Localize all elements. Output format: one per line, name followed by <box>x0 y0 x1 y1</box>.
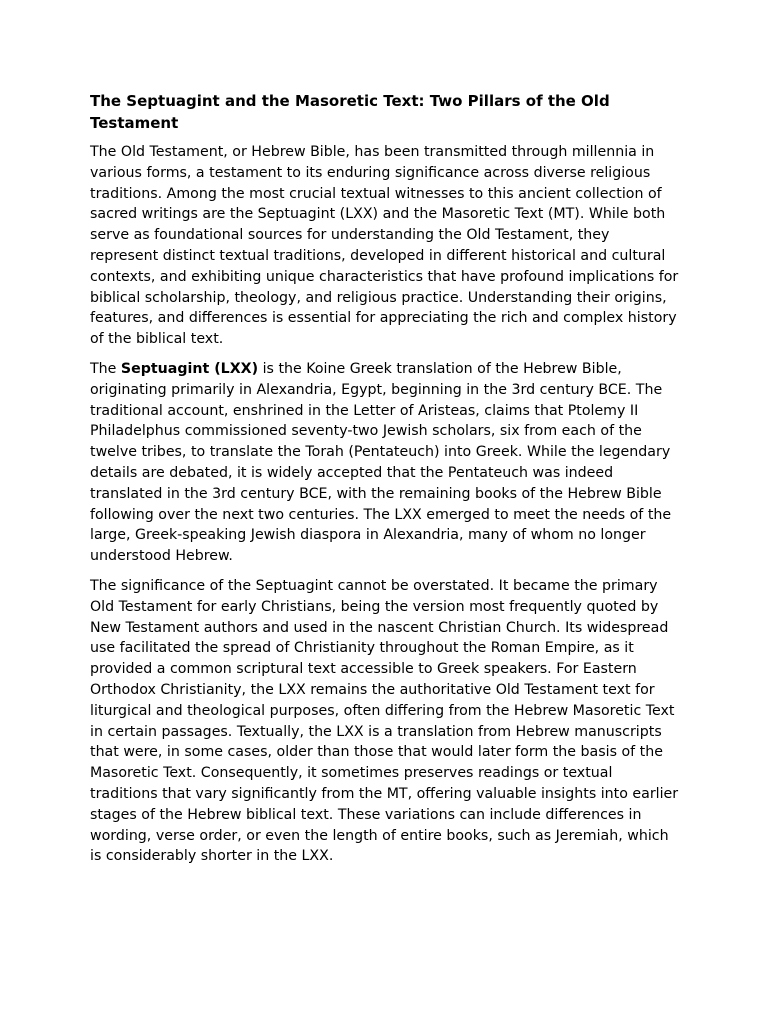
paragraph-lead: The <box>90 360 121 377</box>
paragraph-septuagint-origins <box>90 359 682 567</box>
paragraph-text: is the Koine Greek translation of the Hebrew Bible, originating primarily in Alexandria, Egypt, beginning in the 3rd century BCE. The traditional account, enshrined in the Letter of Aristeas, claims that Ptolemy II Philadelphus commissioned seventy-two Jewish scholars, six from each of the twelve tribes, to translate the Torah (Pentateuch) into Greek. While the legendary details are debated, it is widely accepted that the Pentateuch was indeed translated in the 3rd century BCE, with the remaining books of the Hebrew Bible following over the next two centuries. The LXX emerged to meet the needs of the large, Greek-speaking Jewish diaspora in Alexandria, many of whom no longer understood Hebrew. <box>90 360 672 565</box>
paragraph-text: The significance of the Septuagint cannot be overstated. It became the primary Old Testament for early Christians, being the version most frequently quoted by New Testament authors and used in the nascent Christian Church. Its widespread use facilitated the spread of Christianity throughout the Roman Empire, as it provided a common scriptural text accessible to Greek speakers. For Eastern Orthodox Christianity, the LXX remains the authoritative Old Testament text for liturgical and theological purposes, often differing from the Hebrew Masoretic Text in certain passages. Textually, the LXX is a translation from Hebrew manuscripts that were, in some cases, older than those that would later form the basis of the Masoretic Text. Consequently, it sometimes preserves readings or textual traditions that vary significantly from the MT, offering valuable insights into earlier stages of the Hebrew biblical text. These variations can include differences in wording, verse order, or even the length of entire books, such as Jeremiah, which is considerably shorter in the LXX. <box>90 577 679 865</box>
document-page <box>90 90 682 876</box>
term-septuagint: Septuagint (LXX) <box>120 360 259 377</box>
document-title: The Septuagint and the Masoretic Text: Two Pillars of the Old Testament <box>90 92 610 132</box>
paragraph-septuagint-significance <box>90 576 682 867</box>
paragraph-introduction <box>90 142 682 350</box>
paragraph-text: The Old Testament, or Hebrew Bible, has been transmitted through millennia in various forms, a testament to its enduring significance across diverse religious traditions. Among the most crucial textual witnesses to this ancient collection of sacred writings are the Septuagint (LXX) and the Masoretic Text (MT). While both serve as foundational sources for understanding the Old Testament, they represent distinct textual traditions, developed in different historical and cultural contexts, and exhibiting unique characteristics that have profound implications for biblical scholarship, theology, and religious practice. Understanding their origins, features, and differences is essential for appreciating the rich and complex history of the biblical text. <box>90 144 679 348</box>
